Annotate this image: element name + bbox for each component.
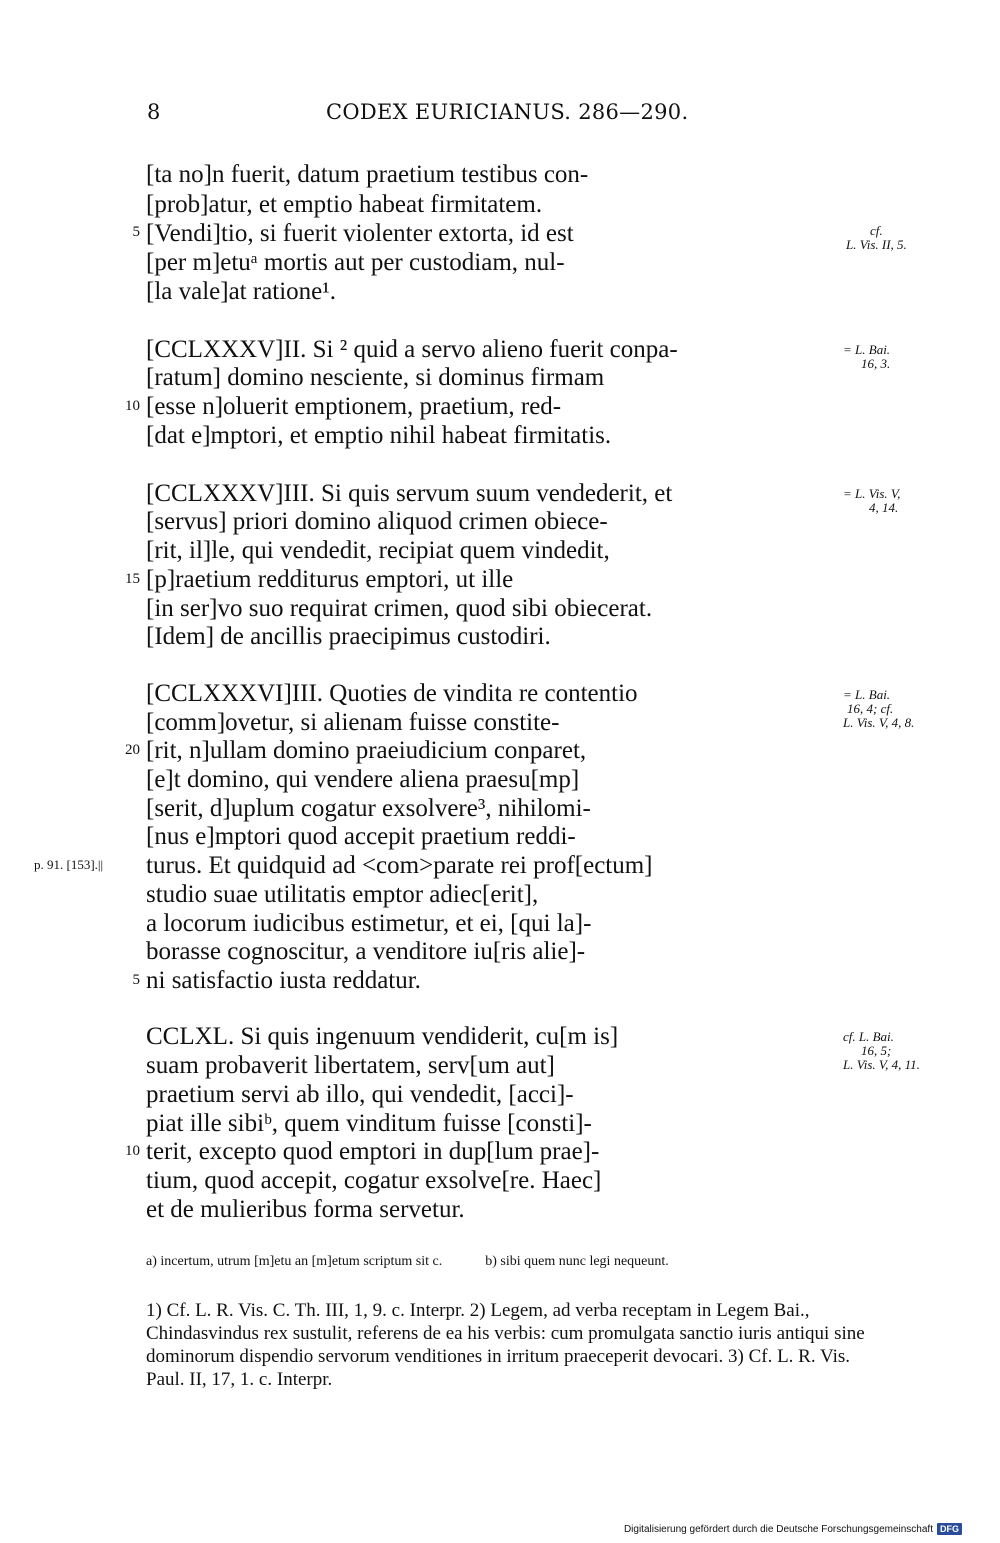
text-line: [la vale]at ratione¹. bbox=[146, 278, 337, 305]
text-line: [esse n]oluerit emptionem, praetium, red- bbox=[146, 393, 562, 420]
text-line: suam probaverit libertatem, serv[um aut] bbox=[146, 1052, 555, 1079]
text-line: tium, quod accepit, cogatur exsolve[re. Haec] bbox=[146, 1167, 602, 1194]
critical-apparatus bbox=[146, 1254, 669, 1270]
text-line: terit, excepto quod emptori in dup[lum prae]- bbox=[146, 1138, 600, 1165]
text-line: et de mulieribus forma servetur. bbox=[146, 1196, 465, 1223]
line-number: 15 bbox=[125, 571, 140, 587]
text-line: [rit, il]le, qui vendedit, recipiat quem vindedit, bbox=[146, 537, 610, 564]
line-number: 10 bbox=[125, 1143, 140, 1159]
line-number: 5 bbox=[132, 224, 140, 240]
sidenote: cf. L. Vis. II, 5. bbox=[846, 223, 907, 252]
page-number: 8 bbox=[147, 100, 161, 124]
text-line: studio suae utilitatis emptor adiec[erit], bbox=[146, 881, 539, 908]
dfg-logo-icon: DFG bbox=[937, 1523, 962, 1535]
text-line: [ta no]n fuerit, datum praetium testibus con- bbox=[146, 161, 589, 188]
text-line: CCLXL. Si quis ingenuum vendiderit, cu[m is] bbox=[146, 1023, 619, 1050]
digitization-credit bbox=[624, 1523, 962, 1535]
text-line: [serit, d]uplum cogatur exsolvere³, nihilomi- bbox=[146, 795, 591, 822]
sidenote: cf. L. Bai. 16, 5; L. Vis. V, 4, 11. bbox=[843, 1029, 920, 1072]
sidenote: = L. Vis. V, 4, 14. bbox=[843, 486, 901, 515]
line-number: 20 bbox=[125, 742, 140, 758]
sidenote: = L. Bai. 16, 4; cf. L. Vis. V, 4, 8. bbox=[843, 687, 915, 730]
text-line: [dat e]mptori, et emptio nihil habeat firmitatis. bbox=[146, 422, 612, 449]
text-line: [e]t domino, qui vendere aliena praesu[mp] bbox=[146, 766, 580, 793]
text-line: ni satisfactio iusta reddatur. bbox=[146, 967, 421, 994]
text-line: [comm]ovetur, si alienam fuisse constite- bbox=[146, 709, 560, 736]
apparatus-note-a: a) incertum, utrum [m]etu an [m]etum scriptum sit c. bbox=[146, 1254, 443, 1269]
line-number: 10 bbox=[125, 398, 140, 414]
line-number: 5 bbox=[132, 972, 140, 988]
sidenote: = L. Bai. 16, 3. bbox=[843, 342, 891, 371]
text-line: borasse cognoscitur, a venditore iu[ris alie]- bbox=[146, 938, 586, 965]
digitization-note: Digitalisierung gefördert durch die Deutsche Forschungsgemeinschaft bbox=[623, 1523, 933, 1535]
text-line: piat ille sibiᵇ, quem vinditum fuisse [consti]- bbox=[146, 1110, 592, 1137]
text-line: [nus e]mptori quod accepit praetium reddi- bbox=[146, 823, 576, 850]
text-line: [per m]etuᵃ mortis aut per custodiam, nul- bbox=[146, 249, 565, 276]
page-mark: p. 91. [153].|| bbox=[34, 857, 104, 872]
text-line: [in ser]vo suo requirat crimen, quod sibi obiecerat. bbox=[146, 595, 653, 622]
text-line: [ratum] domino nesciente, si dominus firmam bbox=[146, 364, 605, 391]
footnotes: 1) Cf. L. R. Vis. C. Th. III, 1, 9. c. Interpr. 2) Legem, ad verba receptam in Legem Bai., Chindasvindus rex sustulit, referens de ea his verbis: cum promulgata sanctio iuris antiqui sine dominorum dispendio servorum venditiones in irritum praeceperit devocari. 3) Cf. L. R. Vis. Paul. II, 17, 1. c. Interpr. bbox=[146, 1300, 865, 1390]
text-line: a locorum iudicibus estimetur, et ei, [qui la]- bbox=[146, 910, 592, 937]
text-line: praetium servi ab illo, qui vendedit, [acci]- bbox=[146, 1081, 574, 1108]
text-line: [prob]atur, et emptio habeat firmitatem. bbox=[146, 191, 543, 218]
text-line: [rit, n]ullam domino praeiudicium conparet, bbox=[146, 737, 587, 764]
text-line: [Idem] de ancillis praecipimus custodiri. bbox=[146, 623, 551, 650]
text-line: [Vendi]tio, si fuerit violenter extorta, id est bbox=[146, 220, 574, 247]
text-line: [p]raetium redditurus emptori, ut ille bbox=[146, 566, 514, 593]
text-line: turus. Et quidquid ad <com>parate rei prof[ectum] bbox=[146, 852, 653, 879]
running-title: CODEX EURICIANUS. 286—290. bbox=[326, 100, 689, 124]
text-line: [CCLXXXV]II. Si ² quid a servo alieno fuerit conpa- bbox=[146, 336, 678, 363]
text-line: [CCLXXXVI]III. Quoties de vindita re contentio bbox=[146, 680, 638, 707]
apparatus-note-b: b) sibi quem nunc legi nequeunt. bbox=[485, 1254, 669, 1269]
text-line: [servus] priori domino aliquod crimen obiece- bbox=[146, 508, 608, 535]
text-line: [CCLXXXV]III. Si quis servum suum vendederit, et bbox=[146, 480, 673, 507]
